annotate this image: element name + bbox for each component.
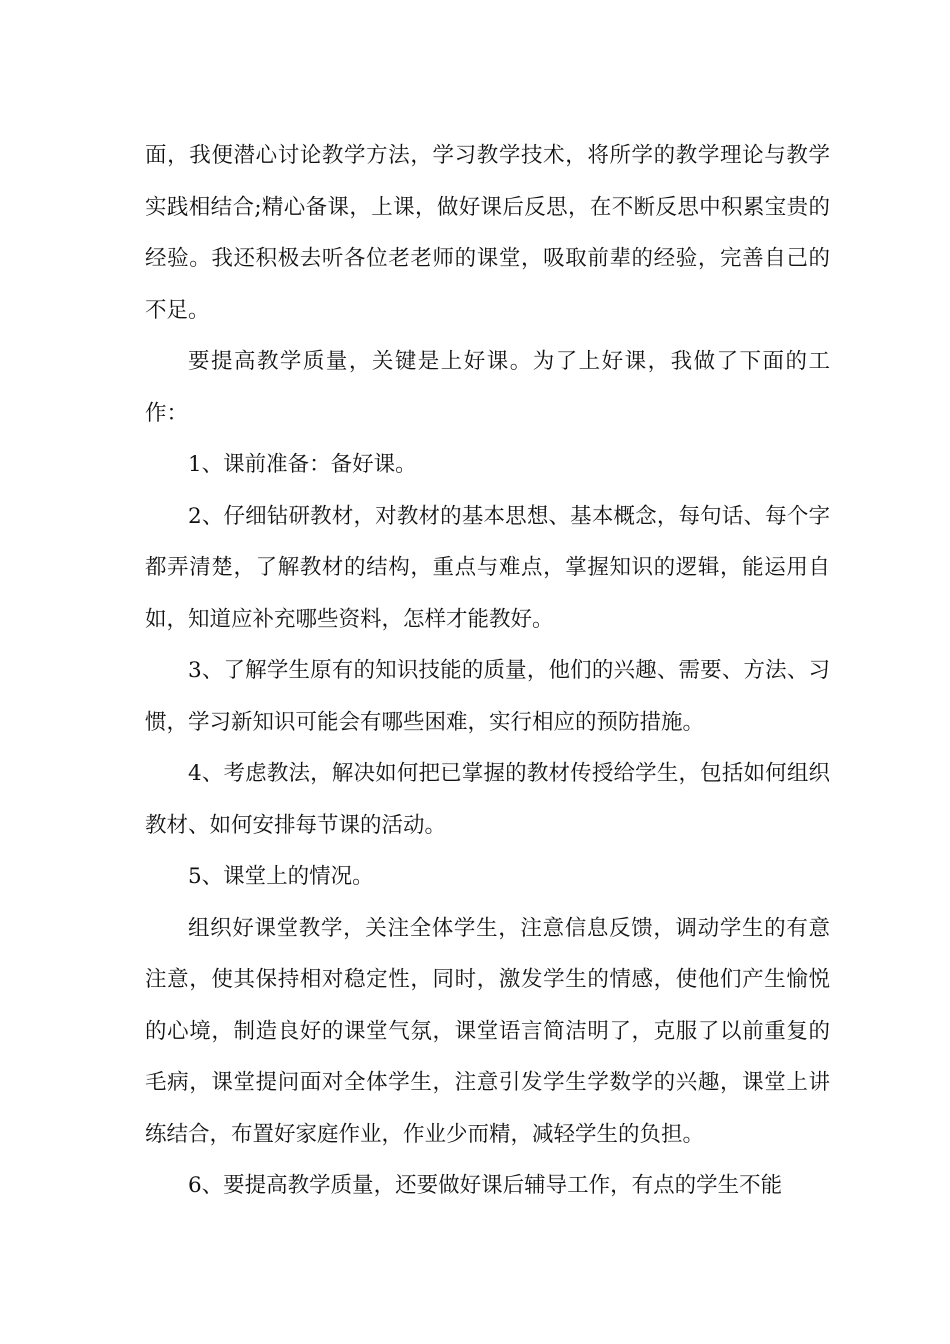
document-body xyxy=(145,130,830,1212)
paragraph-1: 面，我便潜心讨论教学方法，学习教学技术，将所学的教学理论与教学实践相结合;精心备课，上课，做好课后反思，在不断反思中积累宝贵的经验。我还积极去听各位老老师的课堂，吸取前辈的经验，完善自己的不足。 xyxy=(145,143,830,323)
paragraph-6: 4、考虑教法，解决如何把已掌握的教材传授给学生，包括如何组织教材、如何安排每节课的活动。 xyxy=(145,761,830,838)
paragraph-2: 要提高教学质量，关键是上好课。为了上好课，我做了下面的工作： xyxy=(145,349,830,426)
paragraph-3: 1、课前准备：备好课。 xyxy=(188,452,417,477)
paragraph-5: 3、了解学生原有的知识技能的质量，他们的兴趣、需要、方法、习惯，学习新知识可能会有哪些困难，实行相应的预防措施。 xyxy=(145,658,830,735)
paragraph-7: 5、课堂上的情况。 xyxy=(188,864,374,889)
paragraph-4: 2、仔细钻研教材，对教材的基本思想、基本概念，每句话、每个字都弄清楚，了解教材的结构，重点与难点，掌握知识的逻辑，能运用自如，知道应补充哪些资料，怎样才能教好。 xyxy=(145,503,830,632)
paragraph-8: 组织好课堂教学，关注全体学生，注意信息反馈，调动学生的有意注意，使其保持相对稳定性，同时，激发学生的情感，使他们产生愉悦的心境，制造良好的课堂气氛，课堂语言简洁明了，克服了以前重复的毛病，课堂提问面对全体学生，注意引发学生学数学的兴趣，课堂上讲练结合，布置好家庭作业，作业少而精，减轻学生的负担。 xyxy=(145,915,830,1147)
paragraph-9: 6、要提高教学质量，还要做好课后辅导工作，有点的学生不能 xyxy=(188,1173,783,1198)
